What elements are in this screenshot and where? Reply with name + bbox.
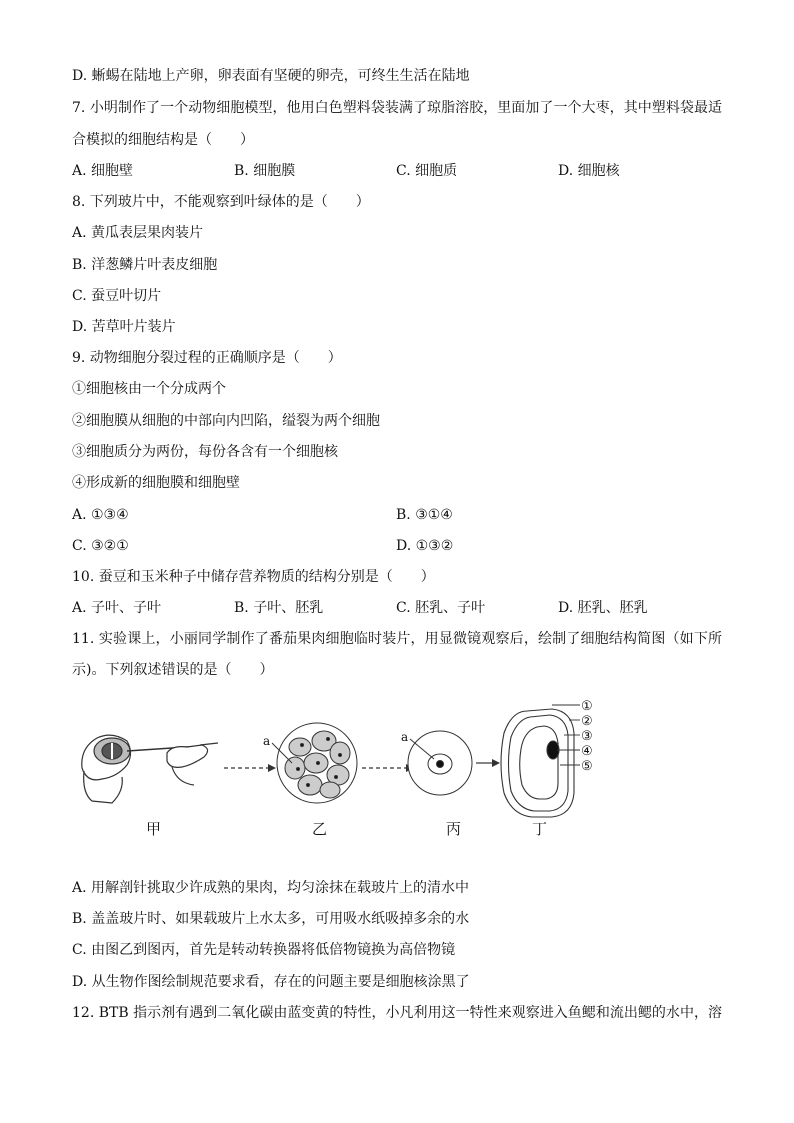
- q11-option-a: A. 用解剖针挑取少许成熟的果肉，均匀涂抹在载玻片上的清水中: [72, 880, 470, 896]
- q11-option-c: C. 由图乙到图丙，首先是转动转换器将低倍物镜换为高倍物镜: [72, 942, 456, 958]
- label-2: ②: [581, 714, 593, 729]
- q10-option-c: C. 胚乳、子叶: [396, 600, 486, 616]
- pointer-a-right: a: [401, 730, 409, 744]
- q7-option-d: D. 细胞核: [558, 163, 620, 179]
- q8-option-b: B. 洋葱鳞片叶表皮细胞: [72, 257, 218, 273]
- q10-option-a: A. 子叶、子叶: [72, 600, 162, 616]
- q7-option-b: B. 细胞膜: [234, 163, 296, 179]
- q9-stem: 9. 动物细胞分裂过程的正确顺序是（ ）: [72, 350, 342, 366]
- q7-option-c: C. 细胞质: [396, 163, 458, 179]
- q7-stem-line2: 合模拟的细胞结构是（ ）: [72, 132, 254, 148]
- q8-stem: 8. 下列玻片中，不能观察到叶绿体的是（ ）: [72, 194, 370, 210]
- label-4: ④: [581, 744, 593, 759]
- label-1: ①: [581, 699, 593, 714]
- q9-option-d: D. ①③②: [396, 538, 454, 554]
- cell-figure-drawing: [72, 693, 732, 843]
- q9-step-2: ②细胞膜从细胞的中部向内凹陷，缢裂为两个细胞: [72, 413, 380, 429]
- figure-label-ding: 丁: [532, 820, 548, 838]
- q11-stem-line1: 11. 实验课上，小丽同学制作了番茄果肉细胞临时装片，用显微镜观察后，绘制了细胞结构简图（如下所: [72, 631, 722, 647]
- plant-cell-structure-drawing: [501, 709, 574, 817]
- q10-option-b: B. 子叶、胚乳: [234, 600, 324, 616]
- q8-option-c: C. 蚕豆叶切片: [72, 288, 162, 304]
- label-5: ⑤: [581, 759, 593, 774]
- q9-option-a: A. ①③④: [72, 507, 129, 523]
- q9-step-3: ③细胞质分为两份，每份各含有一个细胞核: [72, 444, 338, 460]
- q6-option-d: D. 蜥蜴在陆地上产卵，卵表面有坚硬的卵壳，可终生生活在陆地: [72, 68, 470, 84]
- q9-option-b: B. ③①④: [396, 507, 453, 523]
- figure-label-jia: 甲: [146, 820, 162, 838]
- q12-stem-line1: 12. BTB 指示剂有遇到二氧化碳由蓝变黄的特性，小凡利用这一特性来观察进入鱼鳃和流出鳃的水中，溶: [72, 1005, 722, 1021]
- q8-option-d: D. 苦草叶片装片: [72, 319, 176, 335]
- q7-stem-line1: 7. 小明制作了一个动物细胞模型，他用白色塑料袋装满了琼脂溶胶，里面加了一个大枣，其中塑料袋最适: [72, 100, 722, 116]
- q10-option-d: D. 胚乳、胚乳: [558, 600, 648, 616]
- microscope-field-cells-drawing: [272, 723, 357, 803]
- q10-stem: 10. 蚕豆和玉米种子中储存营养物质的结构分别是（ ）: [72, 569, 435, 585]
- q8-option-a: A. 黄瓜表层果肉装片: [72, 225, 204, 241]
- q7-option-a: A. 细胞壁: [72, 163, 134, 179]
- q11-stem-line2: 示)。下列叙述错误的是（ ）: [72, 662, 274, 678]
- figure-label-bing: 丙: [446, 820, 462, 838]
- q11-option-b: B. 盖盖玻片时、如果载玻片上水太多，可用吸水纸吸掉多余的水: [72, 911, 470, 927]
- figure-label-yi: 乙: [312, 820, 328, 838]
- pointer-a-left: a: [263, 734, 271, 748]
- q9-option-c: C. ③②①: [72, 538, 129, 554]
- q11-option-d: D. 从生物作图绘制规范要求看，存在的问题主要是细胞核涂黑了: [72, 974, 470, 990]
- q9-step-1: ①细胞核由一个分成两个: [72, 381, 226, 397]
- label-3: ③: [581, 729, 593, 744]
- single-cell-drawing: [408, 731, 472, 795]
- hand-with-dish-drawing: [82, 735, 218, 803]
- cell-figure: [72, 693, 732, 843]
- q9-step-4: ④形成新的细胞膜和细胞壁: [72, 475, 240, 491]
